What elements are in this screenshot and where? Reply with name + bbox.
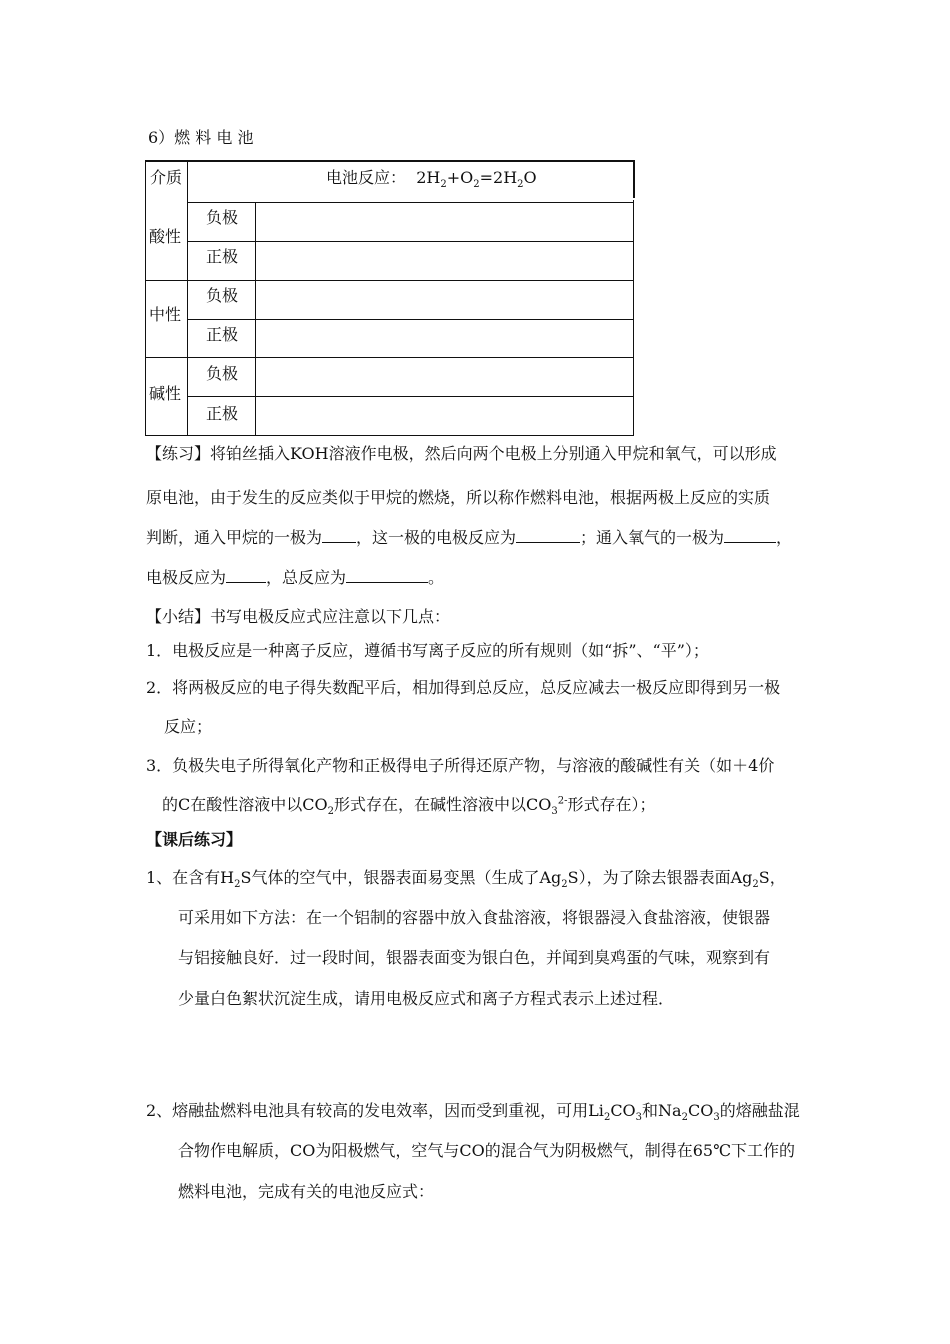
question-1-line-3: 与铝接触良好．过一段时间，银器表面变为银白色，并闻到臭鸡蛋的气味，观察到有: [178, 948, 771, 967]
answer-blank[interactable]: [346, 568, 428, 583]
reaction-equation: $2H_2+O_2=2H_2O$: [416, 168, 537, 191]
table-top-border: [145, 160, 635, 162]
question-2-line-2: 合物作电解质，CO为阳极燃气，空气与CO的混合气为阴极燃气，制得在65℃下工作的: [178, 1141, 795, 1160]
question-1-line-1: 1、在含有$H_2S$气体的空气中，银器表面易变黑（生成了$Ag_2S$），为了除去银器表面$Ag_2S$，: [146, 868, 786, 891]
summary-item-3-cont: 的C在酸性溶液中以$CO_2$形式存在，在碱性溶液中以$CO_3^{2-}$形式存在）；: [162, 795, 656, 818]
table-hline: [145, 280, 634, 281]
answer-blank[interactable]: [516, 528, 580, 543]
question-1-line-4: 少量白色絮状沉淀生成，请用电极反应式和离子方程式表示上述过程．: [178, 989, 675, 1008]
table-left-border: [145, 160, 146, 436]
question-2-line-3: 燃料电池，完成有关的电池反应式：: [178, 1182, 435, 1201]
medium-alkaline: 碱性: [149, 384, 182, 403]
practice-line-2: 原电池，由于发生的反应类似于甲烷的燃烧，所以称作燃料电池，根据两极上反应的实质: [146, 488, 771, 507]
negative-electrode-label: 负极: [206, 208, 239, 227]
question-2-line-1: 2、熔融盐燃料电池具有较高的发电效率，因而受到重视，可用$Li_2CO_3$和$Na_2CO_3$的熔融盐混: [146, 1101, 800, 1124]
negative-electrode-label: 负极: [206, 286, 239, 305]
answer-blank[interactable]: [322, 528, 356, 543]
positive-electrode-label: 正极: [206, 404, 239, 423]
summary-item-3: 3．负极失电子所得氧化产物和正极得电子所得还原产物，与溶液的酸碱性有关（如＋4价: [146, 756, 775, 775]
table-header-reaction: [326, 168, 537, 191]
table-hline: [187, 396, 634, 397]
question-1-line-2: 可采用如下方法：在一个铝制的容器中放入食盐溶液，将银器浸入食盐溶液，使银器: [178, 908, 771, 927]
practice-line-1: 【练习】将铂丝插入KOH溶液作电极，然后向两个电极上分别通入甲烷和氧气，可以形成: [146, 444, 777, 463]
table-hline: [145, 357, 634, 358]
table-hline: [187, 202, 634, 203]
medium-neutral: 中性: [149, 305, 182, 324]
summary-title: 【小结】书写电极反应式应注意以下几点：: [146, 607, 451, 626]
practice-line-4: 电极反应为 ，总反应为 。: [146, 568, 445, 587]
answer-blank[interactable]: [724, 528, 776, 543]
table-right-border-top: [633, 160, 635, 198]
practice-line-3: 判断，通入甲烷的一极为 ，这一极的电极反应为 ；通入氧气的一极为 ，: [146, 528, 793, 547]
table-right-border: [633, 200, 634, 436]
positive-electrode-label: 正极: [206, 247, 239, 266]
section-title: 6）燃 料 电 池: [148, 128, 254, 147]
table-header-medium: 介质: [150, 168, 183, 187]
positive-electrode-label: 正极: [206, 325, 239, 344]
table-hline: [187, 319, 634, 320]
negative-electrode-label: 负极: [206, 364, 239, 383]
reaction-label: 电池反应：: [326, 168, 407, 187]
answer-blank[interactable]: [226, 568, 266, 583]
table-hline: [187, 241, 634, 242]
summary-item-2-cont: 反应；: [164, 717, 213, 736]
table-bottom-border: [145, 435, 634, 436]
medium-acid: 酸性: [149, 227, 182, 246]
summary-item-1: 1．电极反应是一种离子反应，遵循书写离子反应的所有规则（如“拆”、“平”）；: [146, 641, 709, 660]
summary-item-2: 2．将两极反应的电子得失数配平后，相加得到总反应，总反应减去一极反应即得到另一极: [146, 678, 781, 697]
homework-title: 【课后练习】: [146, 830, 243, 849]
